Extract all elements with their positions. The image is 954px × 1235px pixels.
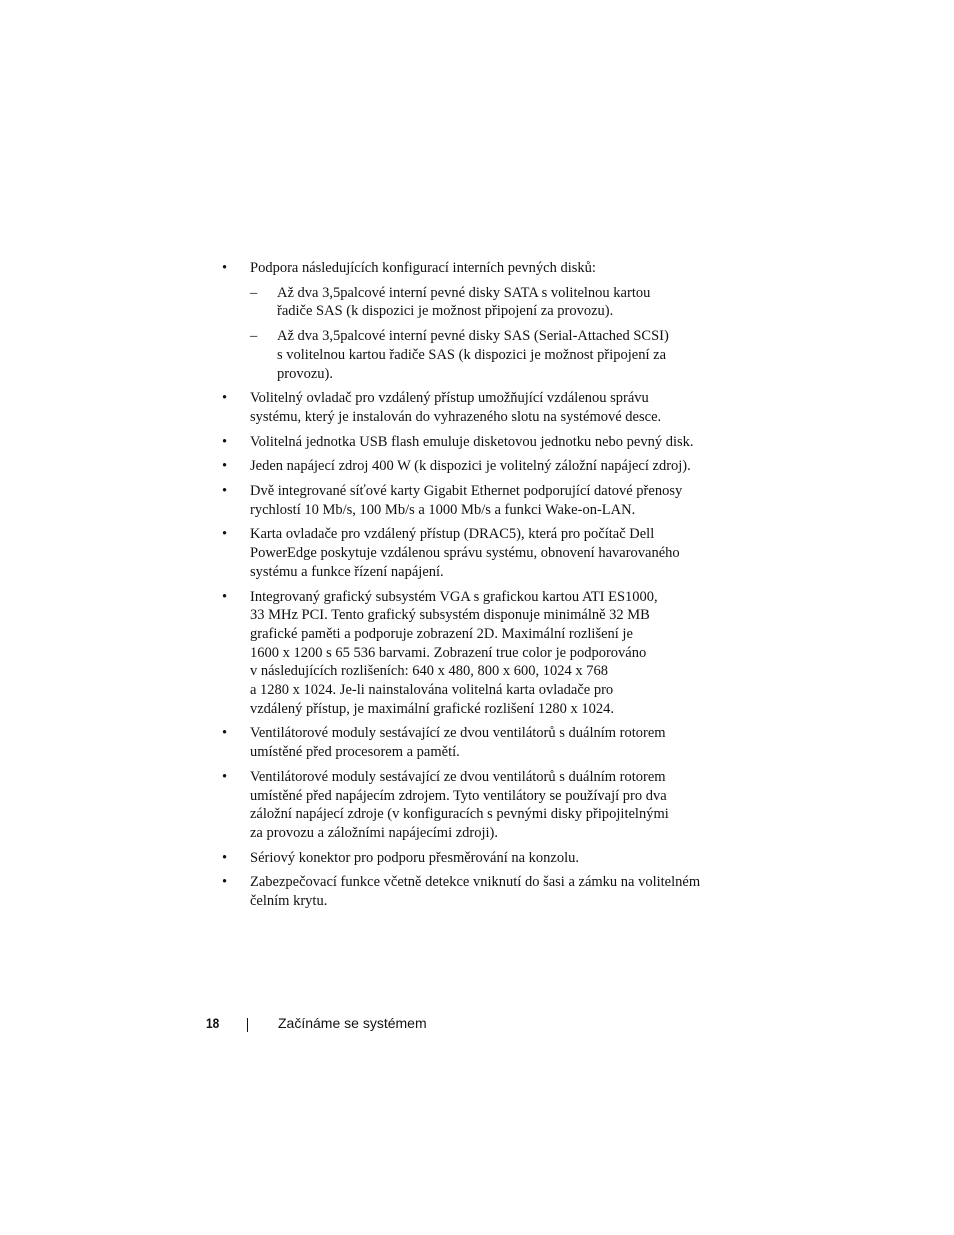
bullet-icon: •	[222, 458, 228, 475]
list-item	[222, 724, 722, 761]
item-line: systému, který je instalován do vyhrazeného slotu na systémové desce.	[250, 408, 662, 425]
footer-title: Začínáme se systémem	[278, 1015, 427, 1031]
list-item	[222, 259, 722, 383]
bullet-icon: •	[222, 874, 228, 891]
bullet-icon: •	[222, 260, 228, 276]
item-line: Volitelná jednotka USB flash emuluje disketovou jednotku nebo pevný disk.	[250, 433, 694, 450]
item-line: grafické paměti a podporuje zobrazení 2D. Maximální rozlišení je	[250, 625, 633, 642]
item-line: umístěné před procesorem a pamětí.	[250, 744, 460, 761]
bullet-icon: •	[222, 725, 228, 742]
item-line: Zabezpečovací funkce včetně detekce vniknutí do šasi a zámku na volitelném	[250, 874, 701, 891]
list-item	[222, 588, 722, 719]
item-line: Ventilátorové moduly sestávající ze dvou ventilátorů s duálním rotorem	[250, 768, 666, 785]
bullet-icon: •	[222, 768, 228, 785]
list-item	[222, 849, 722, 868]
list-item	[222, 768, 722, 843]
bullet-icon: •	[222, 849, 228, 866]
list-item	[222, 525, 722, 581]
list-item	[222, 389, 722, 426]
list-item	[222, 433, 722, 452]
item-line: PowerEdge poskytuje vzdálenou správu systému, obnovení havarovaného	[250, 545, 680, 562]
item-line: Karta ovladače pro vzdálený přístup (DRAC5), která pro počítač Dell	[250, 526, 655, 543]
item-line: vzdálený přístup, je maximální grafické rozlišení 1280 x 1024.	[250, 700, 615, 717]
sub-list-item	[222, 284, 722, 321]
feature-list	[222, 259, 722, 917]
item-line: provozu).	[277, 365, 333, 382]
bullet-icon: •	[222, 588, 228, 605]
dash-icon: –	[250, 328, 258, 345]
item-line: v následujících rozlišeních: 640 x 480, 800 x 600, 1024 x 768	[250, 663, 609, 680]
item-line: s volitelnou kartou řadiče SAS (k dispozici je možnost připojení za	[277, 346, 667, 363]
bullet-icon: •	[222, 526, 228, 543]
item-line: 1600 x 1200 s 65 536 barvami. Zobrazení true color je podporováno	[250, 644, 647, 661]
item-line: Jeden napájecí zdroj 400 W (k dispozici je volitelný záložní napájecí zdroj).	[250, 458, 691, 475]
item-line: Integrovaný grafický subsystém VGA s grafickou kartou ATI ES1000,	[250, 588, 658, 605]
bullet-icon: •	[222, 390, 228, 407]
bullet-icon: •	[222, 433, 228, 450]
item-line: systému a funkce řízení napájení.	[250, 563, 444, 580]
item-line: umístěné před napájecím zdrojem. Tyto ventilátory se používají pro dva	[250, 787, 667, 804]
item-line: za provozu a záložními napájecími zdroji).	[250, 824, 499, 841]
sub-list-item	[222, 327, 722, 383]
item-line: Ventilátorové moduly sestávající ze dvou ventilátorů s duálním rotorem	[250, 725, 666, 742]
item-line: Podpora následujících konfigurací interních pevných disků:	[250, 260, 596, 276]
item-line: záložní napájecí zdroje (v konfiguracích s pevnými disky připojitelnými	[250, 806, 669, 823]
sub-list	[222, 284, 722, 384]
item-line: Volitelný ovladač pro vzdálený přístup umožňující vzdálenou správu	[250, 390, 649, 407]
item-line: Sériový konektor pro podporu přesměrování na konzolu.	[250, 849, 579, 866]
item-line: 33 MHz PCI. Tento grafický subsystém disponuje minimálně 32 MB	[250, 607, 650, 624]
item-line: Až dva 3,5palcové interní pevné disky SAS (Serial-Attached SCSI)	[277, 328, 669, 345]
footer-divider	[247, 1018, 248, 1032]
page-number: 18	[206, 1015, 220, 1031]
item-line: čelním krytu.	[250, 893, 328, 910]
list-item	[222, 873, 722, 910]
item-line: řadiče SAS (k dispozici je možnost připojení za provozu).	[277, 303, 614, 320]
bullet-icon: •	[222, 483, 228, 500]
item-line: Dvě integrované síťové karty Gigabit Ethernet podporující datové přenosy	[250, 483, 683, 500]
item-line: a 1280 x 1024. Je-li nainstalována volitelná karta ovladače pro	[250, 682, 614, 699]
list-item	[222, 482, 722, 519]
list-item	[222, 457, 722, 476]
item-line: Až dva 3,5palcové interní pevné disky SATA s volitelnou kartou	[277, 284, 651, 301]
dash-icon: –	[250, 284, 258, 301]
item-line: rychlostí 10 Mb/s, 100 Mb/s a 1000 Mb/s a funkci Wake-on-LAN.	[250, 501, 636, 518]
